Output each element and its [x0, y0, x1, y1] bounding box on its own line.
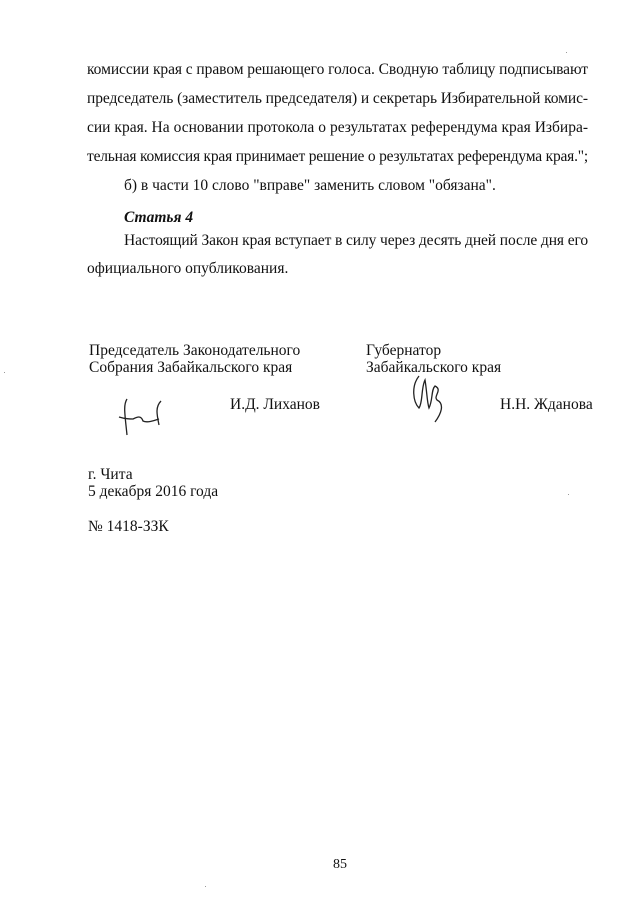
body-line: комиссии края с правом решающего голоса. Сводную таблицу подписывают	[87, 61, 588, 78]
article-line: Настоящий Закон края вступает в силу через десять дней после дня его	[124, 232, 588, 249]
city: г. Чита	[88, 466, 133, 483]
signature-left-image	[115, 395, 170, 440]
left-signatory-name: И.Д. Лиханов	[230, 396, 320, 413]
scan-speck	[566, 52, 567, 53]
title-line: Губернатор	[366, 342, 442, 359]
scan-speck	[205, 886, 206, 887]
scan-speck	[568, 494, 569, 495]
body-line: тельная комиссия края принимает решение о результатах референдума края.";	[87, 148, 588, 165]
scan-speck	[4, 372, 5, 373]
title-line: Забайкальского края	[366, 359, 502, 376]
body-line: сии края. На основании протокола о результатах референдума края Избира-	[87, 119, 588, 136]
title-line: Председатель Законодательного	[89, 342, 301, 359]
left-signatory-title	[89, 342, 300, 376]
title-line: Собрания Забайкальского края	[89, 359, 293, 376]
signature-right-image	[405, 372, 450, 427]
page-number: 85	[333, 857, 347, 872]
article-heading: Статья 4	[124, 209, 194, 226]
right-signatory-title	[366, 342, 501, 376]
article-line: официального опубликования.	[87, 260, 289, 277]
item-b: б) в части 10 слово "вправе" заменить словом "обязана".	[124, 177, 496, 194]
date: 5 декабря 2016 года	[88, 483, 219, 500]
law-number: № 1418-ЗЗК	[88, 518, 169, 535]
right-signatory-name: Н.Н. Жданова	[500, 396, 593, 413]
body-line: председатель (заместитель председателя) и секретарь Избирательной комис-	[87, 90, 588, 107]
